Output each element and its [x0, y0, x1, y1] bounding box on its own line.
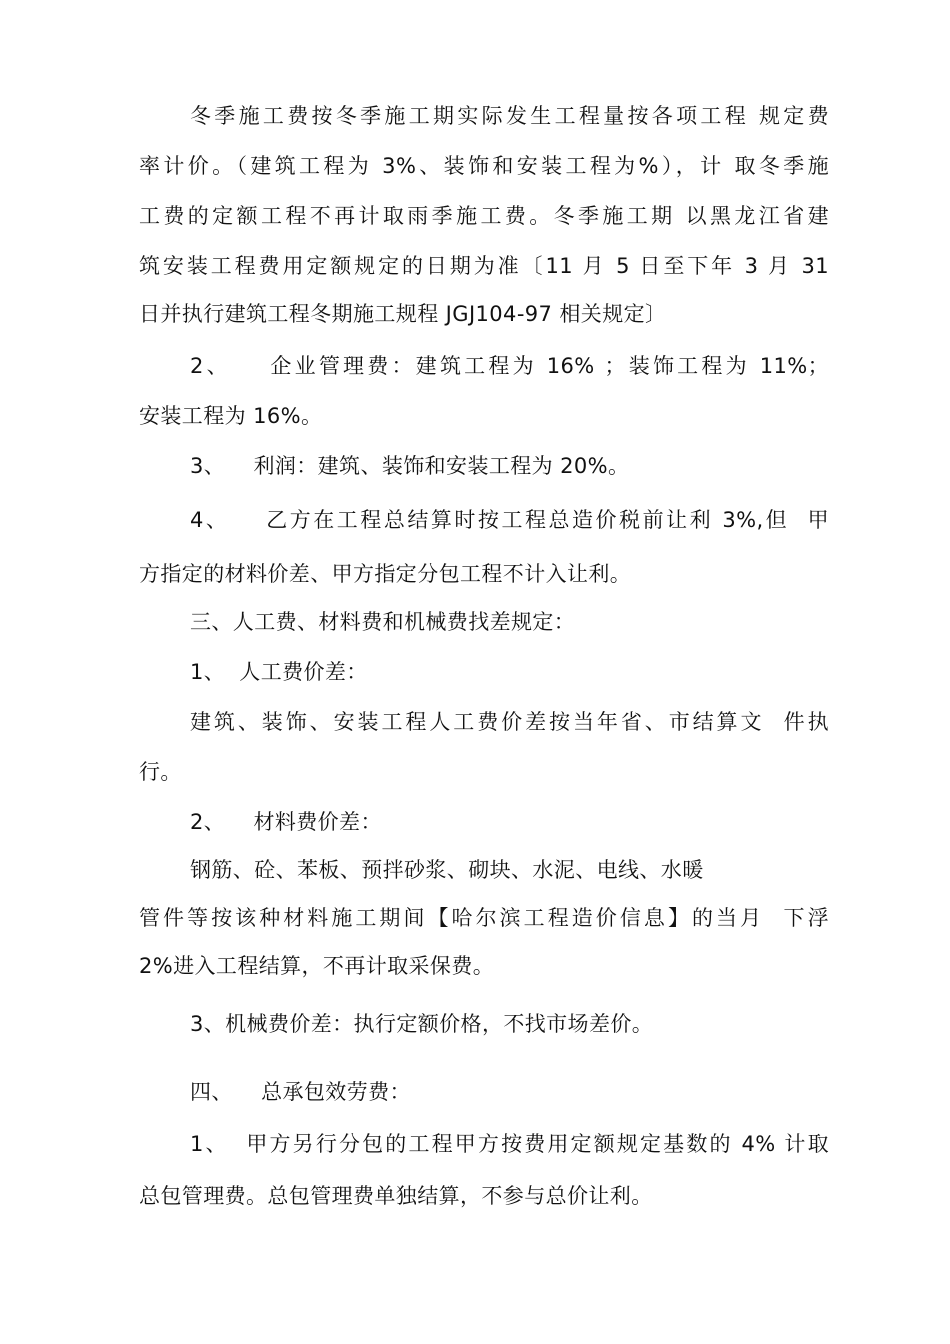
item-management-fee-line-1: 2、 企业管理费：建筑工程为 16% ；装饰工程为 11%；: [190, 354, 829, 378]
item-profit: 3、 利润：建筑、装饰和安装工程为 20%。: [190, 454, 630, 478]
material-cost-text-line-1: 钢筋、砼、苯板、预拌砂浆、砌块、水泥、电线、水暖: [190, 858, 704, 882]
item-labor-cost-heading: 1、 人工费价差：: [190, 660, 368, 684]
labor-cost-text-line-1: 建筑、装饰、安装工程人工费价差按当年省、市结算文 件执: [190, 710, 829, 734]
item-machinery-cost: 3、机械费价差：执行定额价格，不找市场差价。: [190, 1012, 654, 1036]
paragraph-winter-fee-line-4: 筑安装工程费用定额规定的日期为准〔11 月 5 日至下年 3 月 31: [139, 254, 829, 278]
labor-cost-text-line-2: 行。: [139, 760, 182, 784]
item-material-cost-heading: 2、 材料费价差：: [190, 810, 382, 834]
section-three-heading: 三、人工费、材料费和机械费找差规定：: [190, 610, 576, 634]
material-cost-text-line-3: 2%进入工程结算，不再计取采保费。: [139, 954, 495, 978]
paragraph-winter-fee-line-2: 率计价。（建筑工程为 3%、装饰和安装工程为%），计 取冬季施: [139, 154, 829, 178]
item-general-contract-fee-line-1: 1、 甲方另行分包的工程甲方按费用定额规定基数的 4% 计取: [190, 1132, 829, 1156]
paragraph-winter-fee-line-1: 冬季施工费按冬季施工期实际发生工程量按各项工程 规定费: [190, 104, 829, 128]
material-cost-text-line-2: 管件等按该种材料施工期间【哈尔滨工程造价信息】的当月 下浮: [139, 906, 829, 930]
paragraph-winter-fee-line-5: 日并执行建筑工程冬期施工规程 JGJ104-97 相关规定〕: [139, 302, 667, 326]
section-four-heading: 四、 总承包效劳费：: [190, 1080, 411, 1104]
item-general-contract-fee-line-2: 总包管理费。总包管理费单独结算，不参与总价让利。: [139, 1184, 653, 1208]
item-discount-line-2: 方指定的材料价差、甲方指定分包工程不计入让利。: [139, 562, 632, 586]
paragraph-winter-fee-line-3: 工费的定额工程不再计取雨季施工费。冬季施工期 以黑龙江省建: [139, 204, 829, 228]
item-management-fee-line-2: 安装工程为 16%。: [139, 404, 323, 428]
item-discount-line-1: 4、 乙方在工程总结算时按工程总造价税前让利 3%,但 甲: [190, 508, 829, 532]
